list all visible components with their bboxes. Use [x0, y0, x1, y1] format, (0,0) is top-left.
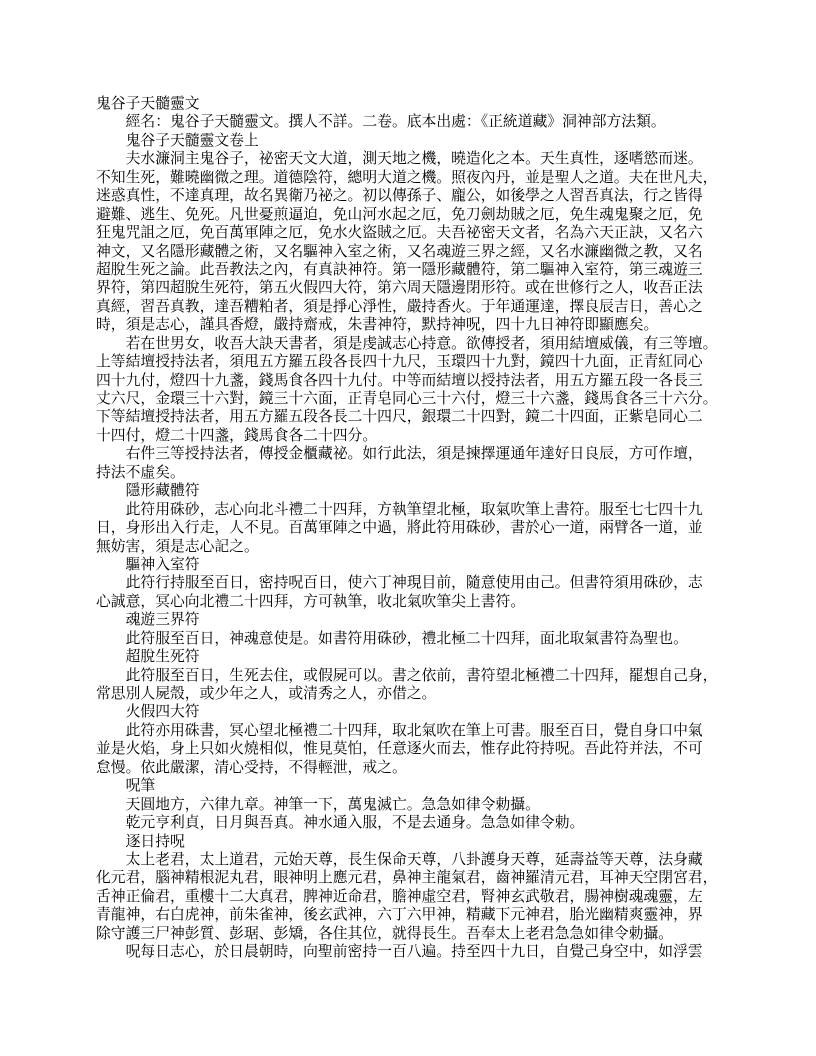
- text-line: 持法不虛矣。: [96, 464, 185, 481]
- text-line: 下等結壇授持法者，用五方羅五段各長二十四尺，銀環二十四對，鏡二十四面，正紫皂同心二: [96, 409, 703, 426]
- text-line: 經名：鬼谷子天髓靈文。撰人不詳。二卷。底本出處：《正統道藏》洞神部方法類。: [125, 114, 666, 131]
- text-line: 火假四大符: [125, 704, 200, 721]
- text-line: 無妨害，須是志心記之。: [96, 538, 259, 555]
- text-line: 避難、逃生、免死。凡世憂煎逼迫，免山河水起之厄，免刀劍劫賊之厄，免生魂鬼聚之厄，免: [96, 206, 703, 223]
- text-line: 舌神正倫君，重樓十二大真君，脾神近命君，膽神虛空君，腎神玄武敬君，腸神樹魂魂靈，左: [96, 888, 703, 905]
- text-line: 乾元亨利貞，日月與吾真。神水通入服，不是去通身。急急如律令勅。: [125, 815, 585, 832]
- text-line: 迷惑真性，不達真理，故名異衛乃祕之。初以傳孫子、龐公，如後學之人習吾真法，行之皆得: [96, 188, 703, 205]
- text-line: 此符亦用硃書，冥心望北極禮二十四拜，取北氣吹在筆上可書。服至百日，覺自身口中氣: [125, 722, 703, 739]
- text-line: 丈六尺，金環三十六對，鏡三十六面，正青皂同心三十六付，燈三十六盞，錢馬食各三十六分。: [96, 391, 718, 407]
- text-line: 界符，第四超脫生死符，第五火假四大符，第六周天隱邊閉形符。或在世修行之人，收吾正法: [96, 280, 703, 297]
- text-line: 鬼谷子天髓靈文卷上: [125, 132, 259, 149]
- text-line: 四十九付，燈四十九盞，錢馬食各四十九付。中等而結壇以授持法者，用五方羅五段一各長三: [96, 372, 703, 389]
- text-line: 若在世男女，收吾大訣天書者，須是虔誠志心持意。欲傳授者，須用結壇威儀，有三等壇。: [125, 335, 718, 352]
- text-line: 天圓地方，六律九章。神筆一下，萬鬼滅亡。急急如律令勅攝。: [125, 796, 540, 813]
- text-line: 真經，習吾真教，達吾糟粕者，須是掙心淨性，嚴持香火。于年通運達，擇良辰吉日，善心之: [96, 298, 703, 315]
- text-line: 時，須是志心，謹具香燈，嚴持齋戒，朱書神符，默持神呪，四十九日神符即顯應矣。: [96, 317, 659, 334]
- text-line: 呪筆: [125, 778, 156, 795]
- text-line: 夫水濂洞主鬼谷子，祕密天文大道，測天地之機，曉造化之本。天生真性，逐嗜慾而迷。: [125, 151, 703, 168]
- text-line: 除守護三尸神彭質、彭琚、彭矯，各住其位，就得長生。吾奉太上老君急急如律令勅攝。: [96, 925, 674, 942]
- text-line: 神文，又名隱形藏體之術，又名驅神入室之術，又名魂遊三界之經，又名水濂幽微之教，又名: [96, 243, 703, 260]
- text-line: 狂鬼咒詛之厄，免百萬軍陣之厄，免水火盜賊之厄。夫吾祕密天文者，名為六天正訣，又名六: [96, 225, 703, 242]
- text-line: 此符用硃砂，志心向北斗禮二十四拜，方執筆望北極，取氣吹筆上書符。服至七七四十九: [125, 501, 703, 518]
- text-line: 十四付，燈二十四盞，錢馬食各二十四分。: [96, 427, 378, 444]
- text-line: 常思別人屍殼，或少年之人，或清秀之人，亦借之。: [96, 686, 437, 702]
- document-title: 鬼谷子天髓靈文: [96, 96, 200, 112]
- text-line: 上等結壇授持法者，須甩五方羅五段各長四十九尺，玉環四十九對，鏡四十九面，正青紅同心: [96, 354, 703, 371]
- text-line: 超脫生死之論。此吾教法之內，有真訣神符。第一隱形藏體符，第二驅神入室符，第三魂遊三: [96, 261, 703, 278]
- text-line: 不知生死，難曉幽微之理。道德陰符，總明大道之機。照夜內丹，並是聖人之道。夫在世凡夫，: [96, 169, 718, 186]
- text-line: 此符行持服至百日，密持呪百日，使六丁神現目前，隨意使用由己。但書符須用硃砂，志: [125, 575, 703, 592]
- text-line: 魂遊三界符: [125, 612, 200, 629]
- text-line: 並是火焰，身上只如火燒相似，惟見莫怕，任意逐火而去，惟存此符持呪。吾此符并法，不可: [96, 741, 703, 758]
- text-line: 超脫生死符: [125, 649, 200, 666]
- text-line: 呪每日志心，於日晨朝時，向聖前密持一百八遍。持至四十九日，自覺己身空中，如浮雲: [125, 944, 703, 961]
- text-line: 青龍神，右白虎神，前朱雀神，後玄武神，六丁六甲神，精藏下元神君，胎光幽精爽靈神，界: [96, 907, 703, 924]
- text-line: 驅神入室符: [125, 556, 200, 573]
- document-body: [96, 95, 724, 962]
- text-line: 心誠意，冥心向北禮二十四拜，方可執筆，收北氣吹筆尖上書符。: [96, 593, 526, 610]
- text-line: 逐日持呪: [125, 833, 185, 850]
- text-line: 隱形藏體符: [125, 483, 200, 500]
- text-line: 化元君，腦神精根泥丸君，眼神明上應元君，鼻神主龍氣君，齒神羅清元君，耳神天空閉宮君，: [96, 870, 718, 887]
- text-line: 日，身形出入行走，人不見。百萬軍陣之中過，將此符用硃砂，書於心一道，兩臂各一道，並: [96, 520, 703, 537]
- text-line: 右件三等授持法者，傳授金櫃藏祕。如行此法，須是揀擇運通年達好日良辰，方可作壇，: [125, 446, 703, 463]
- text-line: 此符服至百日，生死去住，或假屍可以。書之依前，書符望北極禮二十四拜，罷想自己身，: [125, 667, 718, 684]
- text-line: 此符服至百日，神魂意使是。如書符用硃砂，禮北極二十四拜，面北取氣書符為聖也。: [125, 630, 688, 647]
- text-line: 怠慢。依此嚴潔，清心受持，不得輕泄，戒之。: [96, 759, 407, 776]
- text-line: 太上老君，太上道君，元始天尊，長生保命天尊，八卦護身天尊，延壽益等天尊，法身藏: [125, 851, 703, 868]
